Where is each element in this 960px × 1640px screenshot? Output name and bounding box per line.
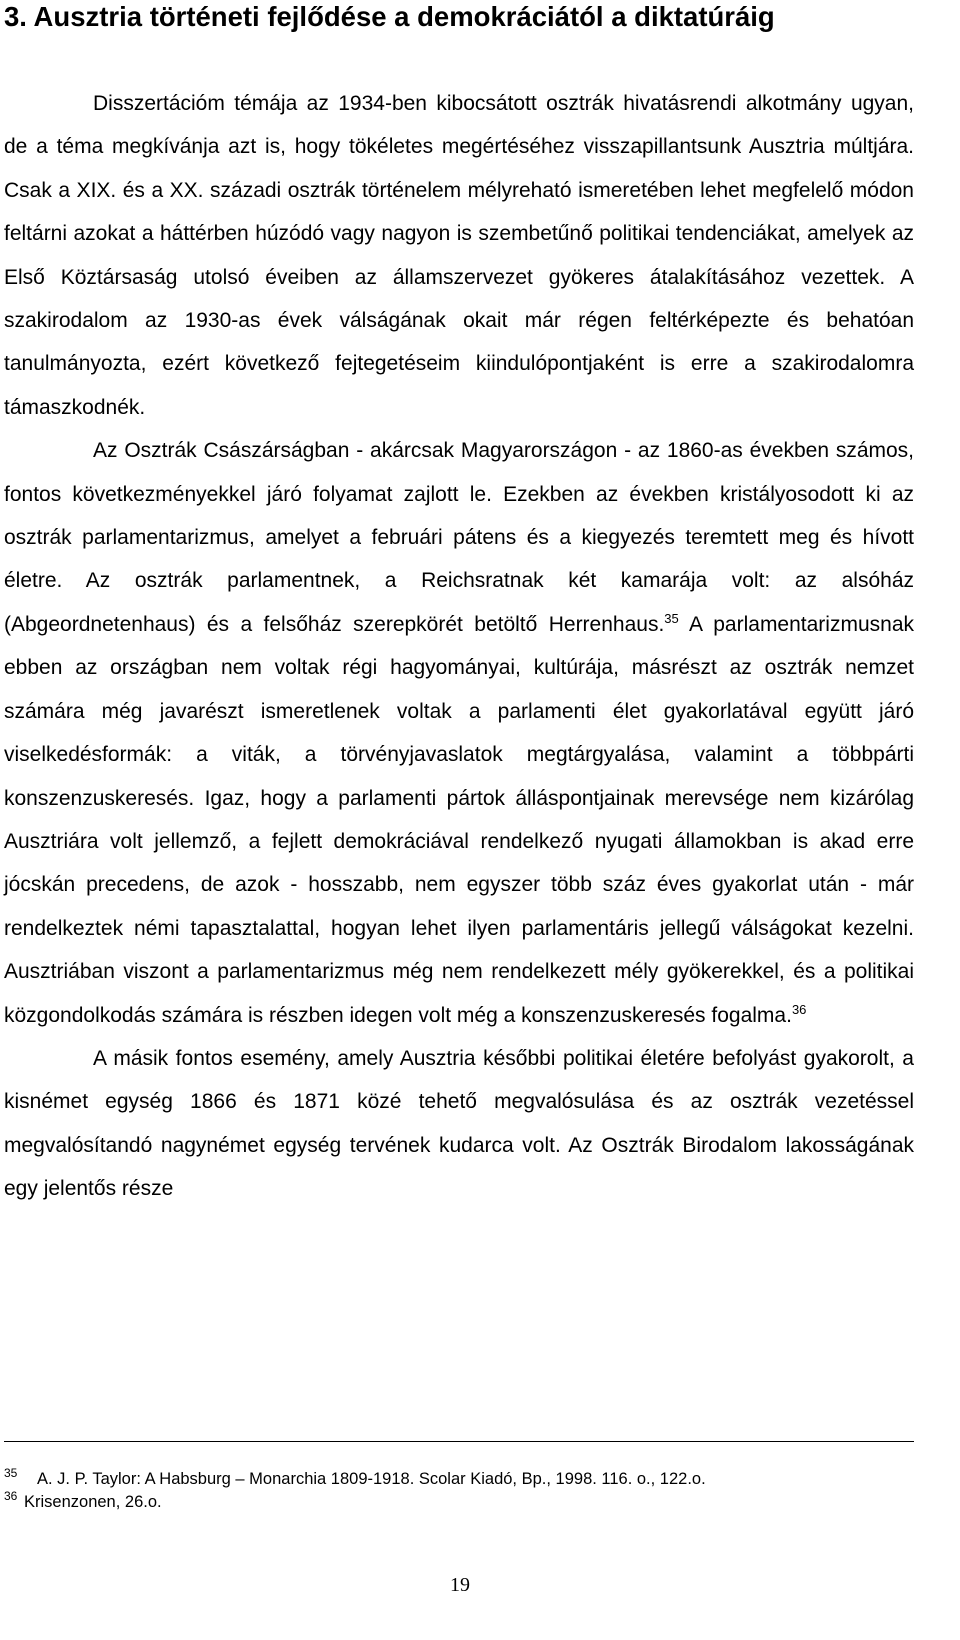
body-text [4, 82, 914, 1211]
paragraph-1: Disszertációm témája az 1934-ben kibocsátott osztrák hivatásrendi alkotmány ugyan, de a téma megkívánja azt is, hogy tökéletes megértéséhez visszapillantsunk Ausztria múltjára. Csak a XIX. és a XX. századi osztrák történelem mélyreható ismeretében lehet megfelelő módon feltárni azokat a háttérben húzódó vagy nagyon is szembetűnő politikai tendenciákat, amelyek az Első Köztársaság utolsó éveiben az államszervezet gyökeres átalakításához vezettek. A szakirodalom az 1930-as évek válságának okait már régen feltérképezte és behatóan tanulmányozta, ezért következő fejtegetéseim kiindulópontjaként is erre a szakirodalomra támaszkodnék. [4, 92, 914, 419]
footnote-text: A. J. P. Taylor: A Habsburg – Monarchia 1809-1918. Scolar Kiadó, Bp., 1998. 116. o., 122.o. [37, 1470, 706, 1488]
page-number: 19 [450, 1574, 470, 1596]
footnote-ref-36[interactable]: 36 [791, 1001, 807, 1017]
footnote-separator [4, 1441, 914, 1442]
footnote-36 [4, 1491, 914, 1514]
paragraph-3: A másik fontos esemény, amely Ausztria későbbi politikai életére befolyást gyakorolt, a kisnémet egység 1866 és 1871 közé tehető megvalósulása és az osztrák vezetéssel megvalósítandó nagynémet egység tervének kudarca volt. Az Osztrák Birodalom lakosságának egy jelentős része [4, 1046, 914, 1201]
paragraph-2-text-a: Az Osztrák Császárságban - akárcsak Magyarországon - az 1860-as években számos, fontos következményekkel járó folyamat zajlott le. Ezekben az években kristályosodott ki az osztrák parlamentarizmus, amelyet a februári pátens és a kiegyezés teremtett meg és hívott életre. Az osztrák parlamentnek, a Reichsratnak két kamarája volt: az alsóház (Abgeordnetenhaus) és a felsőház szerepkörét betöltő Herrenhaus. [4, 439, 914, 636]
footnote-ref-35[interactable]: 35 [664, 610, 679, 626]
footnote-number: 36 [4, 1489, 18, 1503]
footnotes [4, 1468, 914, 1514]
paragraph-2 [4, 429, 914, 1037]
paragraph-2-text-b: A parlamentarizmusnak ebben az országban nem voltak régi hagyományai, kultúrája, másrészt az osztrák nemzet számára még javarészt ismeretlenek voltak a parlamenti élet gyakorlatával együtt járó viselkedésformák: a viták, a törvényjavaslatok megtárgyalása, valamint a többpárti konszenzuskeresés. Igaz, hogy a parlamenti pártok álláspontjainak merevsége nem kizárólag Ausztriára volt jellemző, a fejlett demokráciával rendelkező nyugati államokban is akad erre jócskán precedens, de azok - hosszabb, nem egyszer több száz éves gyakorlat után - már rendelkeztek némi tapasztalattal, hogyan lehet ilyen parlamentáris jellegű válságokat kezelni. Ausztriában viszont a parlamentarizmus még nem rendelkezett mély gyökerekkel, és a politikai közgondolkodás számára is részben idegen volt még a konszenzuskeresés fogalma. [4, 612, 914, 1027]
footnote-35 [4, 1468, 914, 1491]
footnote-text: Krisenzonen, 26.o. [24, 1493, 162, 1511]
footnote-number: 35 [4, 1466, 18, 1480]
chapter-heading: 3. Ausztria történeti fejlődése a demokráciától a diktatúráig [4, 1, 775, 32]
